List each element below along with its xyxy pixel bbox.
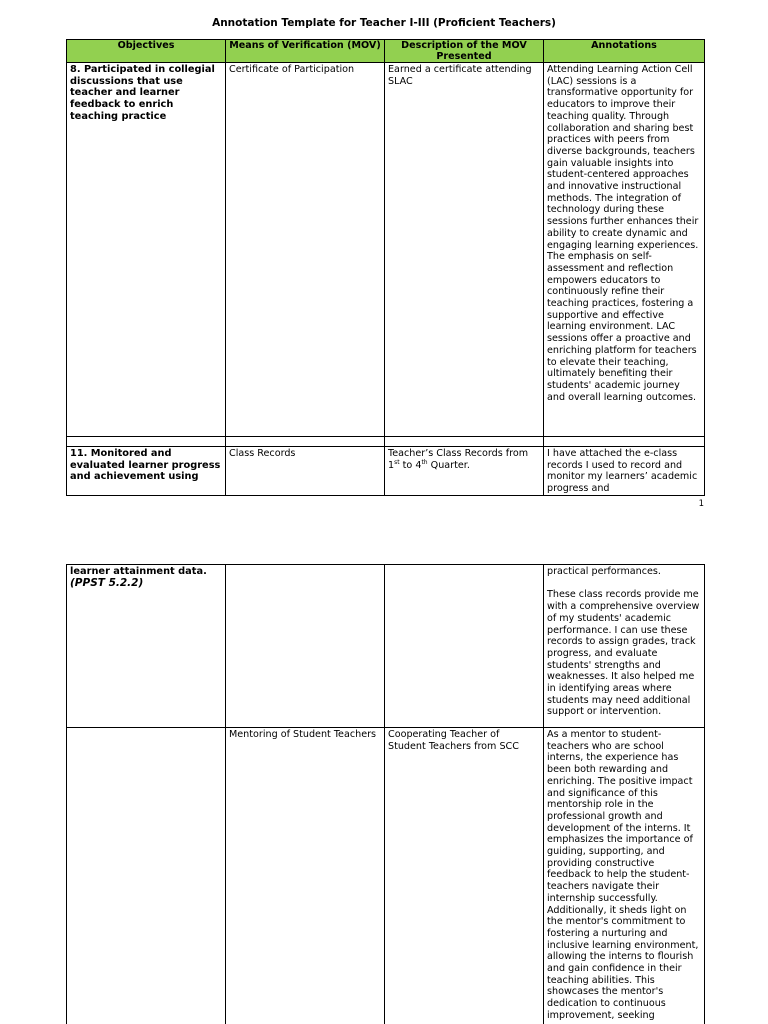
means-cell: Certificate of Participation [226, 63, 385, 437]
objective-11-text: 11. Monitored and evaluated learner progress and achievement using [70, 448, 221, 483]
table-row [67, 63, 705, 437]
document-page-2 [0, 530, 768, 1024]
objective-cell [67, 447, 226, 496]
page-separator [0, 512, 768, 530]
header-annotations: Annotations [544, 40, 705, 63]
annotation-cell: As a mentor to student-teachers who are school interns, the experience has been both rewarding and enriching. The positive impact and significance of this mentorship role in the professional growth and development of the interns. It emphasizes the importance of guiding, supporting, and providing constructive feedback to help the student-teachers navigate their internship successfully. Additionally, it sheds light on the mentor's commitment to fostering a nurturing and inclusive learning environment, allowing the interns to flourish and gain confidence in their teaching abilities. This showcases the mentor's dedication to continuous improvement, seeking [544, 728, 705, 1024]
table-row [67, 728, 705, 1024]
objective-11-continued-text: learner attainment data. [70, 566, 207, 577]
table-header-row [67, 40, 705, 63]
means-cell: Mentoring of Student Teachers [226, 728, 385, 1024]
objective-cell [67, 565, 226, 728]
page-number: 1 [698, 499, 704, 509]
objective-cell [67, 63, 226, 437]
description-cell: Cooperating Teacher of Student Teachers from SCC [385, 728, 544, 1024]
description-cell: Teacher’s Class Records from 1st to 4th Quarter. [385, 447, 544, 496]
document-title: Annotation Template for Teacher I-III (Proficient Teachers) [212, 17, 556, 29]
objective-8-text: 8. Participated in collegial discussions that use teacher and learner feedback to enrich teaching practice [70, 64, 215, 122]
annotation-continued-text: practical performances. [547, 566, 661, 577]
table-row [67, 447, 705, 496]
description-cell [385, 565, 544, 728]
annotation-cell: Attending Learning Action Cell (LAC) sessions is a transformative opportunity for educators to improve their teaching quality. Through collaboration and sharing best practices with peers from diverse backgrounds, teachers gain valuable insights into student-centered approaches and innovative instructional methods. The integration of technology during these sessions further enhances their ability to create dynamic and engaging learning experiences. The emphasis on self-assessment and reflection empowers educators to continuously refine their teaching practices, fostering a supportive and effective learning environment. LAC sessions offer a proactive and enriching platform for teachers to elevate their teaching, ultimately benefiting their students' academic journey and overall learning outcomes. [544, 63, 705, 437]
annotation-table [66, 39, 705, 496]
annotation-cell [544, 565, 705, 728]
ppst-code: (PPST 5.2.2) [70, 576, 144, 589]
means-cell: Class Records [226, 447, 385, 496]
means-cell [226, 565, 385, 728]
description-cell: Earned a certificate attending SLAC [385, 63, 544, 437]
annotation-class-records-text: These class records provide me with a comprehensive overview of my students' academic performance. I can use these records to assign grades, track progress, and evaluate students' strengths and weaknesses. It also helped me in identifying areas where students may need additional support or intervention. [547, 589, 700, 718]
table-spacer-row [67, 437, 705, 447]
header-means-of-verification: Means of Verification (MOV) [226, 40, 385, 63]
header-objectives: Objectives [67, 40, 226, 63]
annotation-cell: I have attached the e-class records I used to record and monitor my learners’ academic progress and [544, 447, 705, 496]
header-description: Description of the MOV Presented [385, 40, 544, 63]
table-row [67, 565, 705, 728]
objective-cell [67, 728, 226, 1024]
annotation-table-continued [66, 564, 705, 1024]
